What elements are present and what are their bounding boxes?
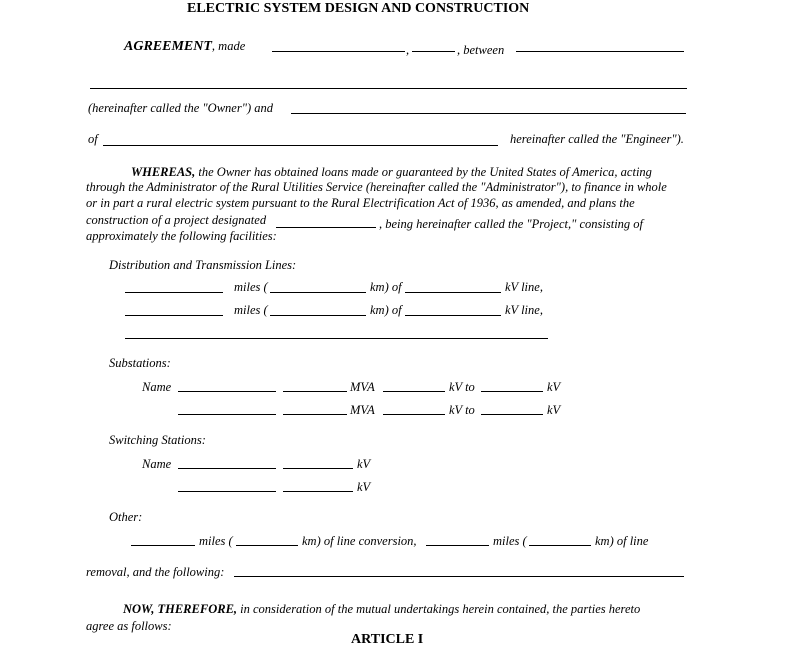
other-following-blank[interactable] <box>234 576 684 577</box>
agreement-year-blank[interactable] <box>412 51 455 52</box>
dist-miles-text-2: miles ( <box>234 303 268 317</box>
substation-kv-from-blank-1[interactable] <box>383 391 445 392</box>
switching-kv-text-1: kV <box>357 457 371 471</box>
substation-name-label: Name <box>142 380 172 394</box>
whereas-line-3: or in part a rural electric system pursuant to the Rural Electrification Act of 1936, as amended, and plans the <box>86 196 635 210</box>
agreement-line <box>124 40 245 54</box>
now-therefore-line-1 <box>123 603 640 616</box>
whereas-line-5: approximately the following facilities: <box>86 229 277 243</box>
whereas-line-2: through the Administrator of the Rural Utilities Service (hereinafter called the "Administrator"), to finance in whole <box>86 180 667 194</box>
other-removal-text: removal, and the following: <box>86 565 225 579</box>
engineer-address-blank[interactable] <box>103 145 498 146</box>
substation-kvto-text-2: kV to <box>449 403 475 417</box>
switching-name-label: Name <box>142 457 172 471</box>
substation-kv-from-blank-2[interactable] <box>383 414 445 415</box>
dist-extra-blank[interactable] <box>125 338 548 339</box>
now-therefore-line-2: agree as follows: <box>86 619 172 633</box>
switching-kv-text-2: kV <box>357 480 371 494</box>
agreement-date-blank[interactable] <box>272 51 405 52</box>
whereas-label: WHEREAS, <box>131 165 196 179</box>
substation-kvto-text-1: kV to <box>449 380 475 394</box>
article-heading: ARTICLE I <box>351 632 424 647</box>
substation-kv-text-1: kV <box>547 380 561 394</box>
dist-km-text-1: km) of <box>370 280 402 294</box>
agreement-party-blank[interactable] <box>516 51 684 52</box>
dist-miles-blank-2[interactable] <box>125 315 223 316</box>
other-miles-text-1: miles ( <box>199 534 233 548</box>
agreement-comma: , <box>406 43 410 57</box>
switching-name-blank-1[interactable] <box>178 468 276 469</box>
substation-name-blank-2[interactable] <box>178 414 276 415</box>
owner-line-text: (hereinafter called the "Owner") and <box>88 101 273 115</box>
substation-mva-text-1: MVA <box>350 380 375 394</box>
substations-heading: Substations: <box>109 356 171 370</box>
other-km-blank-2[interactable] <box>529 545 591 546</box>
engineer-called-text: hereinafter called the "Engineer"). <box>510 132 684 146</box>
project-designation-blank[interactable] <box>276 227 376 228</box>
switching-kv-blank-2[interactable] <box>283 491 353 492</box>
dist-km-text-2: km) of <box>370 303 402 317</box>
other-heading: Other: <box>109 510 143 524</box>
substation-kv-text-2: kV <box>547 403 561 417</box>
substation-mva-text-2: MVA <box>350 403 375 417</box>
now-therefore-label: NOW, THEREFORE, <box>123 602 238 616</box>
engineer-of-text: of <box>88 132 98 146</box>
substation-mva-blank-2[interactable] <box>283 414 347 415</box>
other-miles-blank-2[interactable] <box>426 545 489 546</box>
dist-miles-text-1: miles ( <box>234 280 268 294</box>
dist-miles-blank-1[interactable] <box>125 292 223 293</box>
dist-kv-blank-2[interactable] <box>405 315 501 316</box>
switching-name-blank-2[interactable] <box>178 491 276 492</box>
owner-name-blank[interactable] <box>90 88 687 89</box>
agreement-label: AGREEMENT <box>124 39 212 54</box>
dist-kv-blank-1[interactable] <box>405 292 501 293</box>
dist-km-blank-2[interactable] <box>270 315 366 316</box>
dist-km-blank-1[interactable] <box>270 292 366 293</box>
dist-kvline-text-1: kV line, <box>505 280 543 294</box>
substation-mva-blank-1[interactable] <box>283 391 347 392</box>
now-therefore-text-1: in consideration of the mutual undertakings herein contained, the parties hereto <box>240 602 641 616</box>
switching-kv-blank-1[interactable] <box>283 468 353 469</box>
agreement-made-text: , made <box>211 39 246 53</box>
substation-kv-to-blank-2[interactable] <box>481 414 543 415</box>
whereas-line-1 <box>131 166 652 179</box>
whereas-line-4a: construction of a project designated <box>86 213 267 227</box>
other-miles-text-2: miles ( <box>493 534 527 548</box>
whereas-text-1: the Owner has obtained loans made or guaranteed by the United States of America, acting <box>198 165 652 179</box>
agreement-between-text: , between <box>457 43 505 57</box>
distribution-heading: Distribution and Transmission Lines: <box>109 258 297 272</box>
whereas-line-4b: , being hereinafter called the "Project," consisting of <box>379 217 644 231</box>
other-conversion-text: km) of line conversion, <box>302 534 417 548</box>
other-km-blank-1[interactable] <box>236 545 298 546</box>
dist-kvline-text-2: kV line, <box>505 303 543 317</box>
document-title: ELECTRIC SYSTEM DESIGN AND CONSTRUCTION <box>187 1 530 16</box>
switching-heading: Switching Stations: <box>109 433 206 447</box>
substation-kv-to-blank-1[interactable] <box>481 391 543 392</box>
engineer-name-blank[interactable] <box>291 113 686 114</box>
other-ofline-text: km) of line <box>595 534 649 548</box>
other-miles-blank-1[interactable] <box>131 545 195 546</box>
substation-name-blank-1[interactable] <box>178 391 276 392</box>
